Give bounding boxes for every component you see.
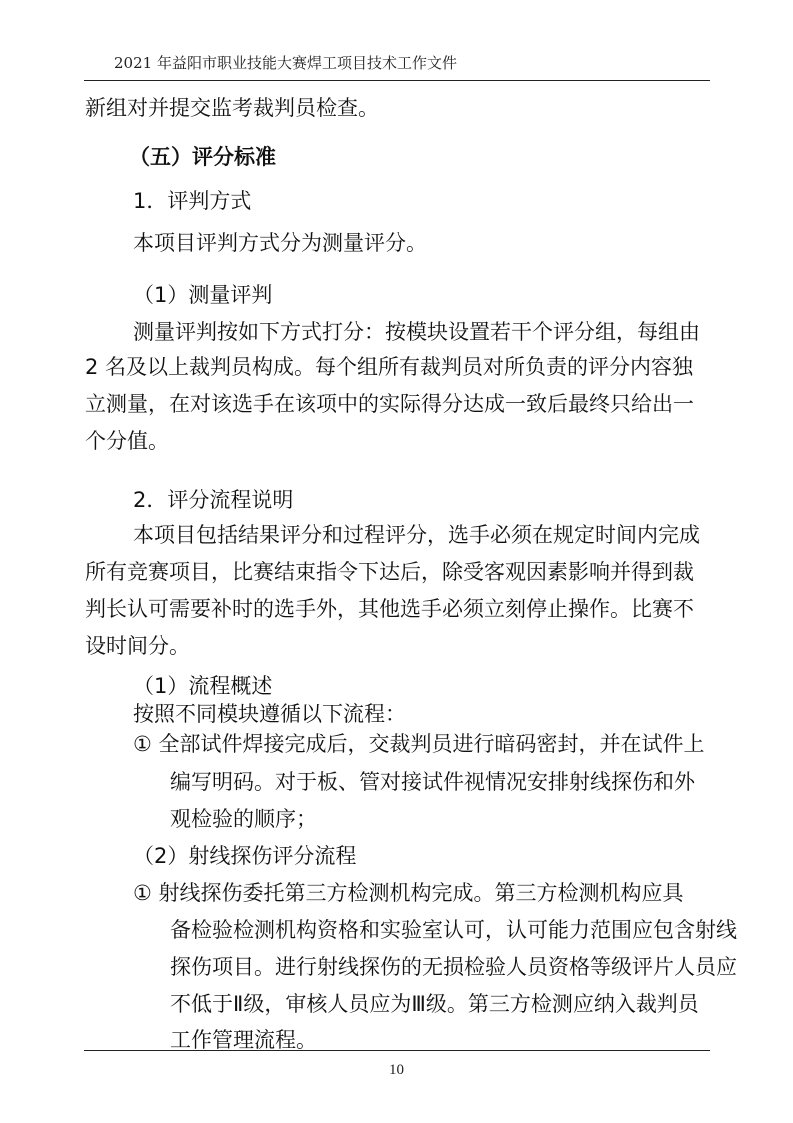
- body-line: 2 名及以上裁判员构成。每个组所有裁判员对所负责的评分内容独: [85, 355, 694, 379]
- item-heading: （1）测量评判: [133, 283, 273, 307]
- running-header: 2021 年益阳市职业技能大赛焊工项目技术工作文件: [114, 54, 457, 72]
- section-heading: （五）评分标准: [129, 145, 276, 169]
- body-line: 设时间分。: [85, 634, 190, 658]
- list-item: ① 全部试件焊接完成后，交裁判员进行暗码密封，并在试件上: [133, 732, 705, 756]
- list-item-continuation: 备检验检测机构资格和实验室认可，认可能力范围应包含射线: [170, 918, 737, 942]
- list-item-continuation: 探伤项目。进行射线探伤的无损检验人员资格等级评片人员应: [170, 955, 737, 979]
- header-rule: [84, 80, 710, 81]
- body-line: 按照不同模块遵循以下流程：: [133, 702, 406, 726]
- subsection-heading: 1．评判方式: [133, 189, 252, 213]
- body-line: 本项目包括结果评分和过程评分，选手必须在规定时间内完成: [133, 523, 700, 547]
- body-line: 本项目评判方式分为测量评分。: [133, 231, 427, 255]
- footer-rule: [84, 1050, 710, 1051]
- body-line: 所有竞赛项目，比赛结束指令下达后，除受客观因素影响并得到裁: [85, 560, 694, 584]
- item-heading: （1）流程概述: [133, 674, 273, 698]
- body-line: 判长认可需要补时的选手外，其他选手必须立刻停止操作。比赛不: [85, 597, 694, 621]
- list-item: ① 射线探伤委托第三方检测机构完成。第三方检测机构应具: [133, 881, 684, 905]
- list-item-continuation: 不低于Ⅱ级，审核人员应为Ⅲ级。第三方检测应纳入裁判员: [170, 992, 699, 1016]
- list-item-continuation: 观检验的顺序；: [170, 807, 317, 831]
- body-line: 立测量，在对该选手在该项中的实际得分达成一致后最终只给出一: [85, 392, 694, 416]
- page-number: 10: [389, 1062, 404, 1078]
- body-line: 测量评判按如下方式打分：按模块设置若干个评分组，每组由: [133, 320, 700, 344]
- item-heading: （2）射线探伤评分流程: [133, 844, 357, 868]
- body-line: 新组对并提交监考裁判员检查。: [85, 96, 379, 120]
- body-line: 个分值。: [85, 429, 169, 453]
- subsection-heading: 2．评分流程说明: [133, 488, 294, 512]
- list-item-continuation: 工作管理流程。: [170, 1028, 317, 1052]
- list-item-continuation: 编写明码。对于板、管对接试件视情况安排射线探伤和外: [170, 770, 695, 794]
